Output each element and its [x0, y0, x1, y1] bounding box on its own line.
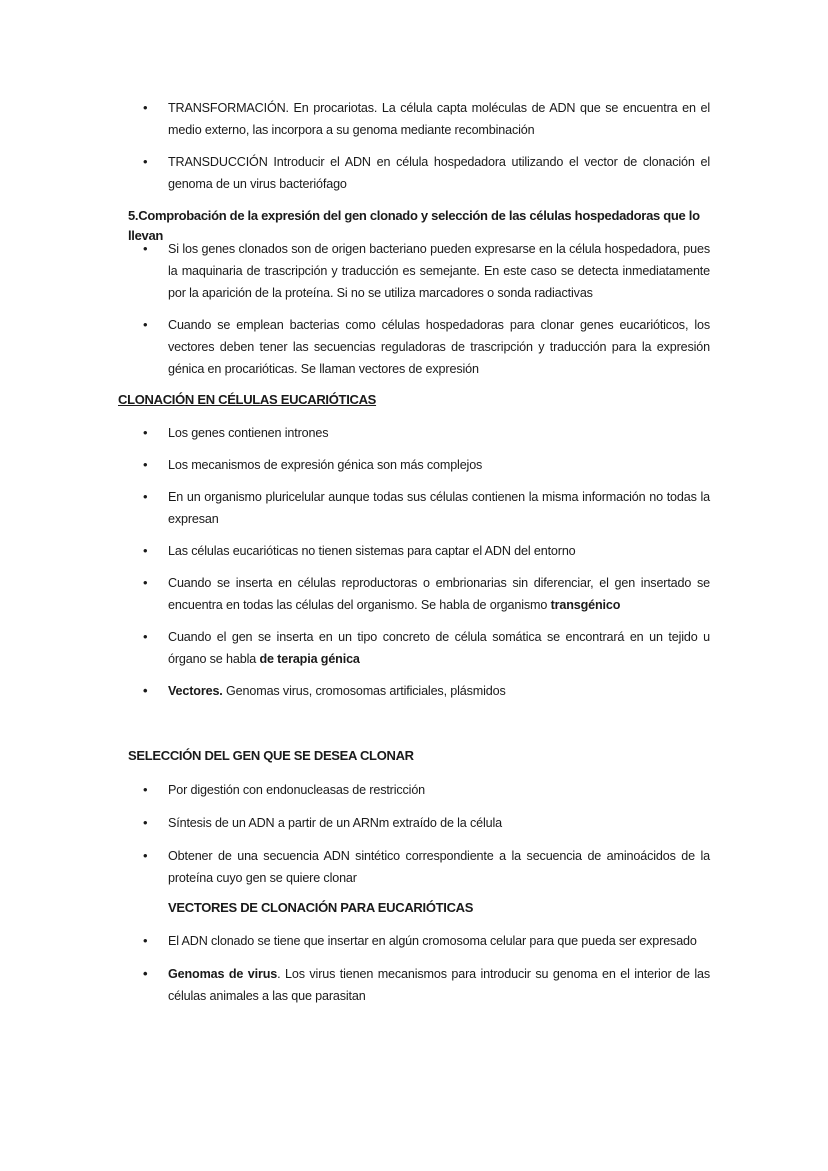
terapia-text: Cuando el gen se inserta en un tipo concreto de célula somática se encontrará en un tejido u órgano se habla — [168, 630, 710, 666]
list-item-terapia — [168, 626, 710, 670]
bullet: • — [143, 241, 148, 256]
list-item: En un organismo pluricelular aunque todas sus células contienen la misma información no todas la expresan — [168, 490, 710, 526]
vectores-term: Vectores. — [168, 684, 223, 698]
genomas-virus-term: Genomas de virus — [168, 967, 278, 981]
section-5-heading: 5.Comprobación de la expresión del gen clonado y selección de las células hospedadoras que lo llevan — [128, 208, 700, 243]
transgenico-term: transgénico — [550, 598, 621, 612]
bullet: • — [143, 933, 148, 948]
list-item: Si los genes clonados son de origen bacteriano pueden expresarse en la célula hospedadora, pues la maquinaria de trascripción y traducción es semejante. En este caso se detecta inmediatamente por la aparición de la proteína. Si no se utiliza marcadores o sonda radiactivas — [168, 242, 710, 300]
list-item: Cuando se emplean bacterias como células hospedadoras para clonar genes eucarióticos, los vectores deben tener las secuencias reguladoras de trascripción y traducción para la expresión génica en procarióticas. Se llaman vectores de expresión — [168, 318, 710, 376]
list-item: Las células eucarióticas no tienen sistemas para captar el ADN del entorno — [168, 544, 576, 558]
list-item: Síntesis de un ADN a partir de un ARNm extraído de la célula — [168, 816, 503, 830]
bullet: • — [143, 629, 148, 644]
seleccion-heading: SELECCIÓN DEL GEN QUE SE DESEA CLONAR — [128, 748, 414, 763]
list-item-genomas-virus — [168, 963, 710, 1007]
list-item: Obtener de una secuencia ADN sintético correspondiente a la secuencia de aminoácidos de la proteína cuyo gen se quiere clonar — [168, 849, 710, 885]
list-item: Los genes contienen intrones — [168, 426, 329, 440]
bullet: • — [143, 317, 148, 332]
bullet: • — [143, 848, 148, 863]
vectores-euc-heading: VECTORES DE CLONACIÓN PARA EUCARIÓTICAS — [168, 900, 474, 915]
list-item: El ADN clonado se tiene que insertar en algún cromosoma celular para que pueda ser expresado — [168, 934, 697, 948]
bullet: • — [143, 966, 148, 981]
eucariotas-heading: CLONACIÓN EN CÉLULAS EUCARIÓTICAS — [118, 392, 377, 407]
bullet: • — [143, 489, 148, 504]
bullet: • — [143, 457, 148, 472]
list-item: Los mecanismos de expresión génica son más complejos — [168, 458, 483, 472]
transgenico-text: Cuando se inserta en células reproductoras o embrionarias sin diferenciar, el gen insertado se encuentra en todas las células del organismo. Se habla de organismo — [168, 576, 710, 612]
bullet: • — [143, 154, 148, 169]
terapia-term: de terapia génica — [259, 652, 360, 666]
bullet: • — [143, 100, 148, 115]
bullet: • — [143, 815, 148, 830]
bullet: • — [143, 683, 148, 698]
list-item-vectores — [168, 680, 710, 702]
list-item-transformacion: TRANSFORMACIÓN. En procariotas. La célula capta moléculas de ADN que se encuentra en el medio externo, las incorpora a su genoma mediante recombinación — [168, 101, 710, 137]
bullet: • — [143, 543, 148, 558]
list-item-transduccion: TRANSDUCCIÓN Introducir el ADN en célula hospedadora utilizando el vector de clonación el genoma de un virus bacteriófago — [168, 155, 710, 191]
bullet: • — [143, 575, 148, 590]
list-item-transgenico — [168, 572, 710, 616]
bullet: • — [143, 782, 148, 797]
bullet: • — [143, 425, 148, 440]
genomas-virus-text: . Los virus tienen mecanismos para introducir su genoma en el interior de las células animales a las que parasitan — [168, 967, 710, 1003]
list-item: Por digestión con endonucleasas de restricción — [168, 783, 426, 797]
vectores-text: Genomas virus, cromosomas artificiales, plásmidos — [222, 684, 506, 698]
